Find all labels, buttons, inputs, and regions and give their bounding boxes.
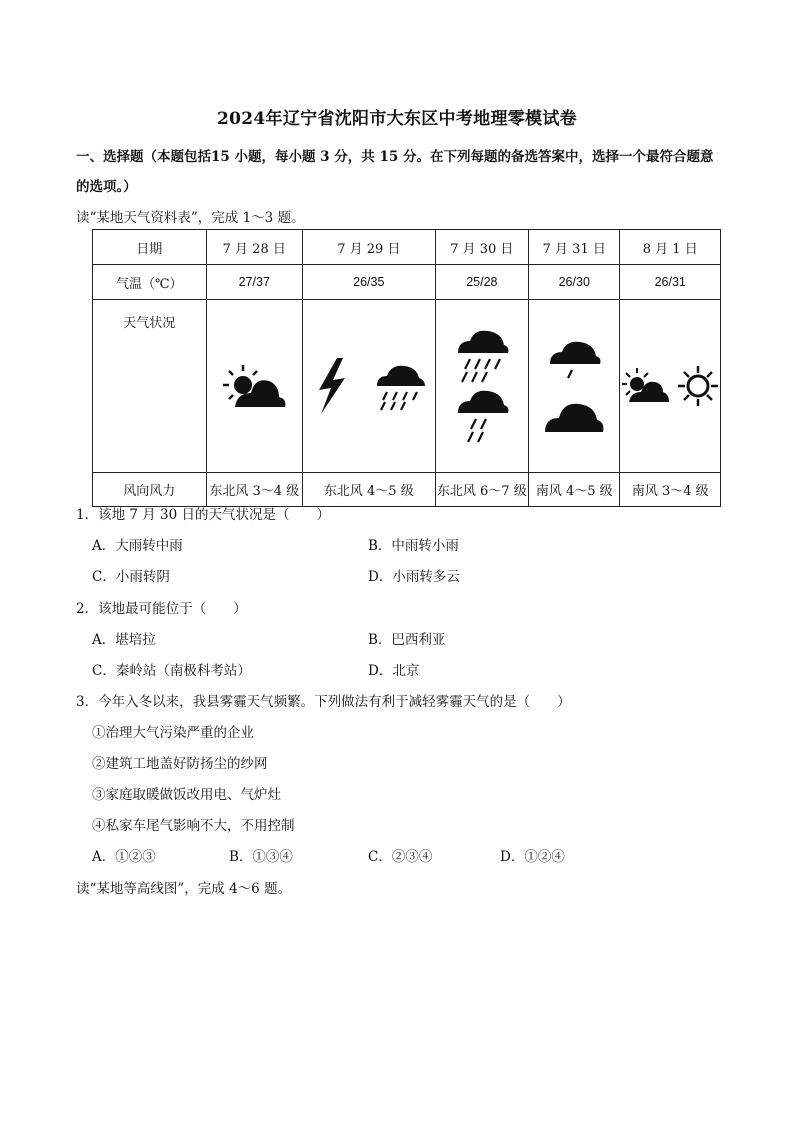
temp-cell: 26/35: [302, 265, 435, 300]
sun-icon: [677, 365, 719, 407]
question-2-stem: 2．该地最可能位于（ ）: [76, 601, 247, 617]
header-cell: 8 月 1 日: [620, 230, 721, 265]
question-3-statement-4: ④私家车尾气影响不大，不用控制: [92, 818, 295, 834]
question-3-statement-1: ①治理大气污染严重的企业: [92, 725, 254, 741]
question-1-option-c: C．小雨转阴: [92, 569, 170, 585]
weather-cell: [529, 300, 620, 473]
rain-cloud-icon: [454, 387, 510, 445]
question-3-option-a: A．①②③: [92, 849, 156, 865]
weather-cell: [206, 300, 302, 473]
temp-label: 气温（℃）: [93, 265, 207, 300]
header-cell: 日期: [93, 230, 207, 265]
rain-cloud-icon: [373, 360, 427, 412]
question-1-stem: 1．该地 7 月 30 日的天气状况是（ ）: [76, 507, 331, 523]
header-cell: 7 月 30 日: [435, 230, 528, 265]
table-row-weather: [93, 300, 721, 473]
heavy-rain-cloud-icon: [454, 327, 510, 385]
wind-cell: 南风 3～4 级: [620, 473, 721, 507]
question-3-option-b: B．①③④: [229, 849, 293, 865]
weather-label: 天气状况: [93, 300, 207, 473]
weather-cell: [435, 300, 528, 473]
wind-cell: 东北风 3～4 级: [206, 473, 302, 507]
wind-cell: 南风 4～5 级: [529, 473, 620, 507]
question-3-option-d: D．①②④: [500, 849, 565, 865]
section-heading-line1: 一、选择题（本题包括15 小题，每小题 3 分，共 15 分。在下列每题的备选答案中，选择一个最符合题意: [76, 149, 714, 165]
header-cell: 7 月 31 日: [529, 230, 620, 265]
weather-cell: [620, 300, 721, 473]
weather-table: [92, 229, 721, 507]
sun-behind-cloud-icon: [219, 361, 289, 411]
question-3-stem: 3．今年入冬以来，我县雾霾天气频繁。下列做法有利于减轻雾霾天气的是（ ）: [76, 694, 571, 710]
question-3-statement-3: ③家庭取暖做饭改用电、气炉灶: [92, 787, 281, 803]
temp-cell: 26/30: [529, 265, 620, 300]
question-1-option-d: D．小雨转多云: [368, 569, 460, 585]
table-row-date: [93, 230, 721, 265]
page-title: 2024年辽宁省沈阳市大东区中考地理零模试卷: [217, 109, 577, 129]
question-1-option-b: B．中雨转小雨: [368, 538, 459, 554]
question-2-option-a: A．堪培拉: [92, 632, 156, 648]
weather-cell: [302, 300, 435, 473]
temp-cell: 26/31: [620, 265, 721, 300]
section-heading-line2: 的选项。）: [76, 179, 137, 195]
wind-label: 风向风力: [93, 473, 207, 507]
wind-cell: 东北风 6～7 级: [435, 473, 528, 507]
wind-cell: 东北风 4～5 级: [302, 473, 435, 507]
header-cell: 7 月 28 日: [206, 230, 302, 265]
question-2-option-b: B．巴西利亚: [368, 632, 446, 648]
question-2-option-d: D．北京: [368, 663, 420, 679]
intro-contour-map: 读“某地等高线图”，完成 4～6 题。: [76, 881, 292, 897]
question-2-option-c: C．秦岭站（南极科考站）: [92, 663, 251, 679]
temp-cell: 27/37: [206, 265, 302, 300]
light-rain-cloud-icon: [546, 336, 602, 386]
table-row-temperature: [93, 265, 721, 300]
intro-weather-table: 读“某地天气资料表”，完成 1～3 题。: [76, 210, 305, 226]
cloud-icon: [543, 396, 605, 436]
table-row-wind: [93, 473, 721, 507]
sun-behind-cloud-icon: [621, 366, 671, 406]
lightning-icon: [311, 356, 351, 416]
header-cell: 7 月 29 日: [302, 230, 435, 265]
question-1-option-a: A．大雨转中雨: [92, 538, 183, 554]
question-3-statement-2: ②建筑工地盖好防扬尘的纱网: [92, 756, 268, 772]
temp-cell: 25/28: [435, 265, 528, 300]
question-3-option-c: C．②③④: [368, 849, 433, 865]
